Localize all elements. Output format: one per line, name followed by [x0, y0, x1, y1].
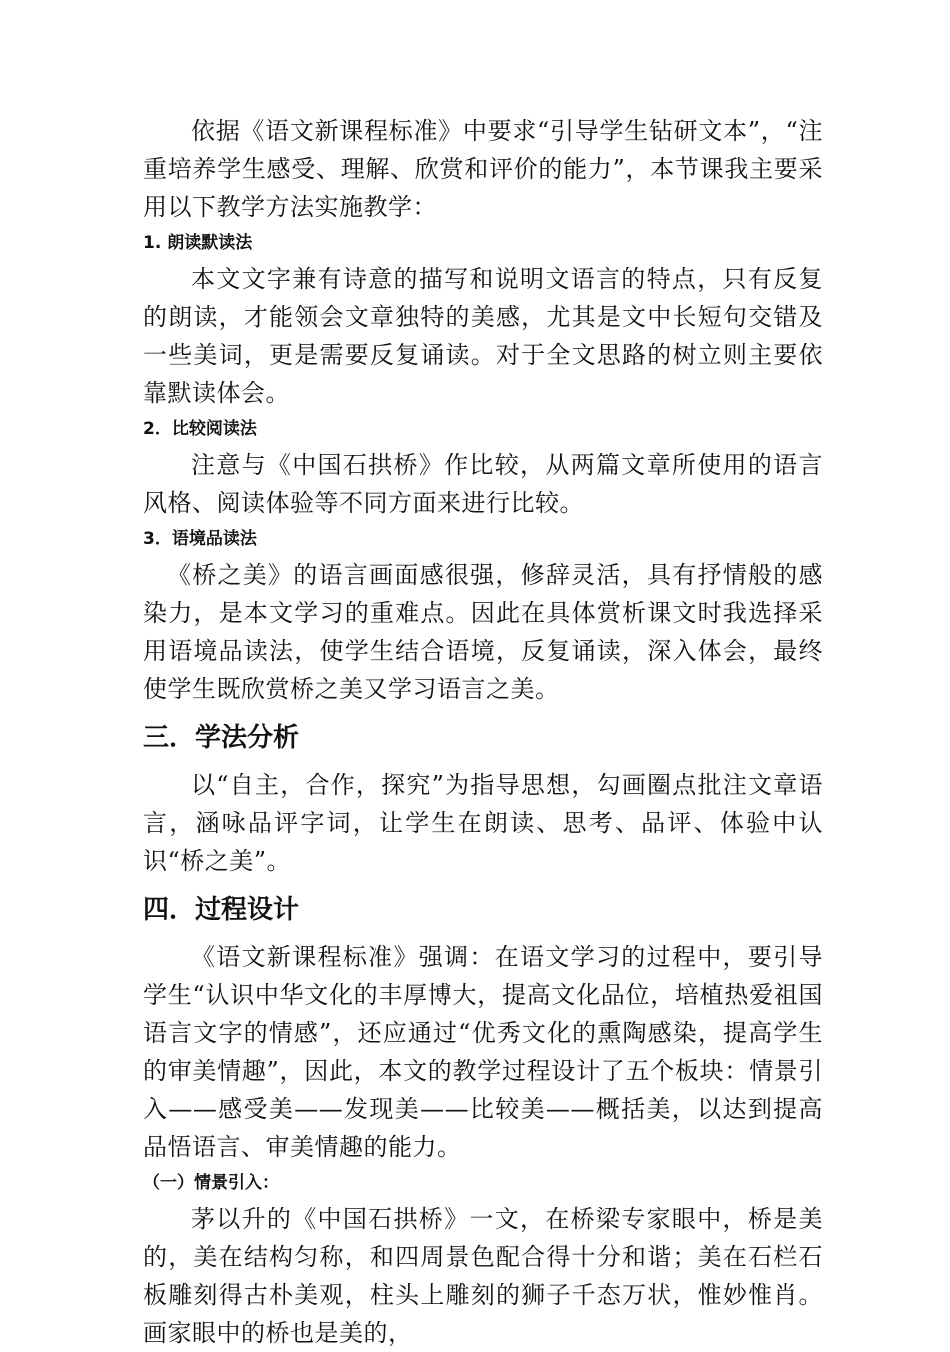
document-page	[143, 112, 823, 1352]
subsection-1-paragraph: 茅以升的《中国石拱桥》一文，在桥梁专家眼中，桥是美的，美在结构匀称，和四周景色配合得十分和谐；美在石栏石板雕刻得古朴美观，柱头上雕刻的狮子千态万状，惟妙惟肖。画家眼中的桥也是美的，	[143, 1205, 823, 1347]
subsection-1-heading: （一）情景引入：	[143, 1173, 279, 1193]
section-4-paragraph: 《语文新课程标准》强调：在语文学习的过程中，要引导学生“认识中华文化的丰厚博大，提高文化品位，培植热爱祖国语言文字的情感”，还应通过“优秀文化的熏陶感染，提高学生的审美情趣”，因此，本文的教学过程设计了五个板块：情景引入——感受美——发现美——比较美——概括美，以达到提高品悟语言、审美情趣的能力。	[143, 943, 823, 1161]
method-3-heading: 3．语境品读法	[143, 529, 257, 549]
method-2-heading: 2．比较阅读法	[143, 419, 257, 439]
section-3-heading: 三．学法分析	[143, 723, 300, 753]
method-1-paragraph: 本文文字兼有诗意的描写和说明文语言的特点，只有反复的朗读，才能领会文章独特的美感，尤其是文中长短句交错及一些美词，更是需要反复诵读。对于全文思路的树立则主要依靠默读体会。	[143, 265, 823, 407]
method-2-paragraph: 注意与《中国石拱桥》作比较，从两篇文章所使用的语言风格、阅读体验等不同方面来进行比较。	[143, 451, 823, 517]
method-1-heading: 1. 朗读默读法	[143, 233, 253, 253]
section-4-heading: 四．过程设计	[143, 895, 300, 925]
method-3-paragraph: 《桥之美》的语言画面感很强，修辞灵活，具有抒情般的感染力，是本文学习的重难点。因此在具体赏析课文时我选择采用语境品读法，使学生结合语境，反复诵读，深入体会，最终使学生既欣赏桥之美又学习语言之美。	[143, 561, 823, 703]
section-3-paragraph: 以“自主，合作，探究”为指导思想，勾画圈点批注文章语言，涵咏品评字词，让学生在朗读、思考、品评、体验中认识“桥之美”。	[143, 771, 823, 875]
intro-paragraph: 依据《语文新课程标准》中要求“引导学生钻研文本”，“注重培养学生感受、理解、欣赏和评价的能力”，本节课我主要采用以下教学方法实施教学：	[143, 117, 823, 221]
